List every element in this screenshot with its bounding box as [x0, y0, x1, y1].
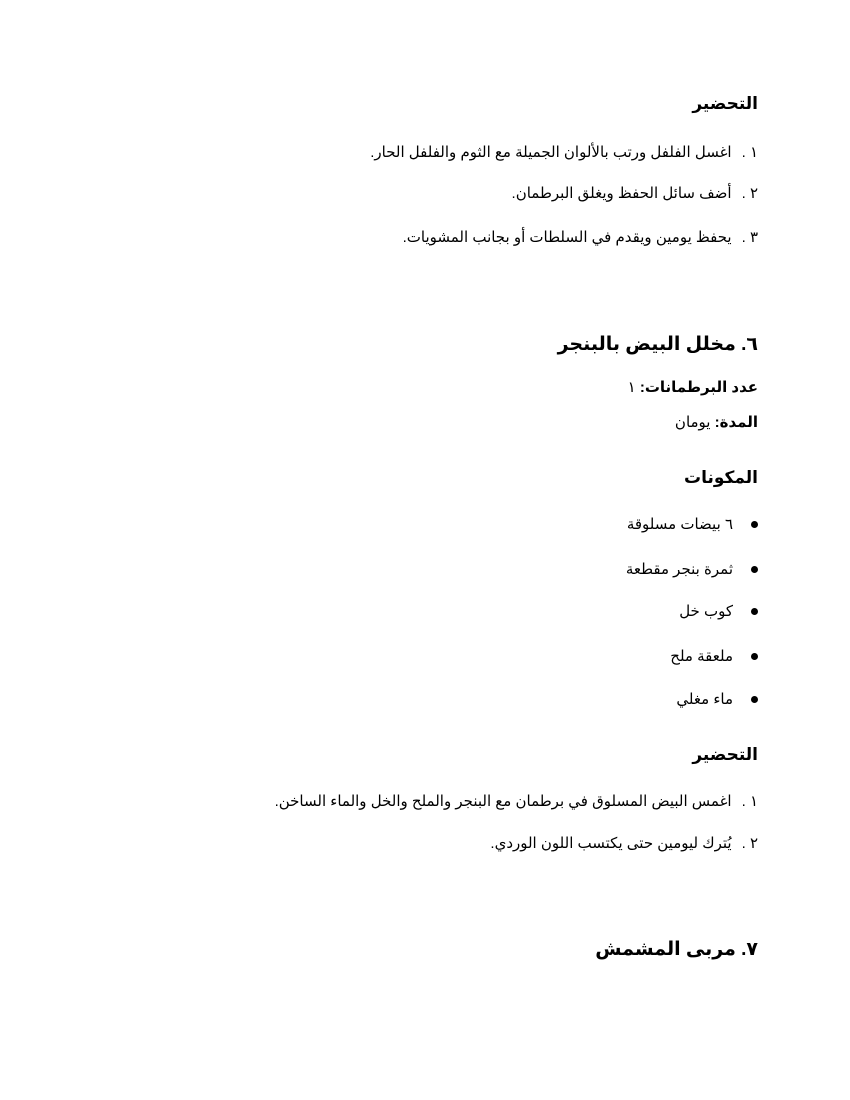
ingredient-item: [118, 647, 758, 665]
step-number: ٢ .: [741, 185, 758, 202]
duration-label: المدة:: [714, 414, 758, 431]
ingredients-heading: المكونات: [683, 468, 758, 487]
ingredient-item: [118, 602, 758, 620]
bullet-icon: [751, 608, 758, 615]
jars-count: [118, 378, 758, 396]
jars-value: ١: [627, 379, 636, 396]
bullet-icon: [751, 566, 758, 573]
duration-value: يومان: [674, 414, 711, 431]
step-text: اغمس البيض المسلوق في برطمان مع البنجر والملح والخل والماء الساخن.: [274, 793, 732, 810]
recipe-title: ٧. مربى المشمش: [595, 939, 758, 960]
prep-step: [118, 184, 758, 202]
prep-heading: التحضير: [692, 94, 758, 113]
ingredient-item: [118, 515, 758, 533]
prep-step: [118, 834, 758, 852]
recipe-title: ٦. مخلل البيض بالبنجر: [557, 334, 758, 355]
ingredient-text: ماء مغلي: [676, 691, 733, 708]
prep-step: [118, 792, 758, 810]
bullet-icon: [751, 653, 758, 660]
prep-step: [118, 228, 758, 246]
prep-heading: التحضير: [692, 745, 758, 764]
ingredient-text: ٦ بيضات مسلوقة: [626, 516, 733, 533]
ingredient-item: [118, 560, 758, 578]
duration: [118, 413, 758, 431]
ingredient-text: ثمرة بنجر مقطعة: [625, 561, 733, 578]
jars-label: عدد البرطمانات:: [639, 379, 758, 396]
ingredient-text: ملعقة ملح: [670, 648, 733, 665]
ingredient-text: كوب خل: [679, 603, 733, 620]
step-text: يُترك ليومين حتى يكتسب اللون الوردي.: [490, 835, 732, 852]
step-number: ٣ .: [741, 229, 758, 246]
step-number: ٢ .: [741, 835, 758, 852]
step-text: أضف سائل الحفظ ويغلق البرطمان.: [511, 185, 732, 202]
bullet-icon: [751, 521, 758, 528]
bullet-icon: [751, 696, 758, 703]
prep-step: [118, 143, 758, 161]
step-number: ١ .: [741, 144, 758, 161]
step-text: اغسل الفلفل ورتب بالألوان الجميلة مع الثوم والفلفل الحار.: [370, 144, 732, 161]
step-text: يحفظ يومين ويقدم في السلطات أو بجانب المشويات.: [402, 229, 732, 246]
ingredient-item: [118, 690, 758, 708]
step-number: ١ .: [741, 793, 758, 810]
